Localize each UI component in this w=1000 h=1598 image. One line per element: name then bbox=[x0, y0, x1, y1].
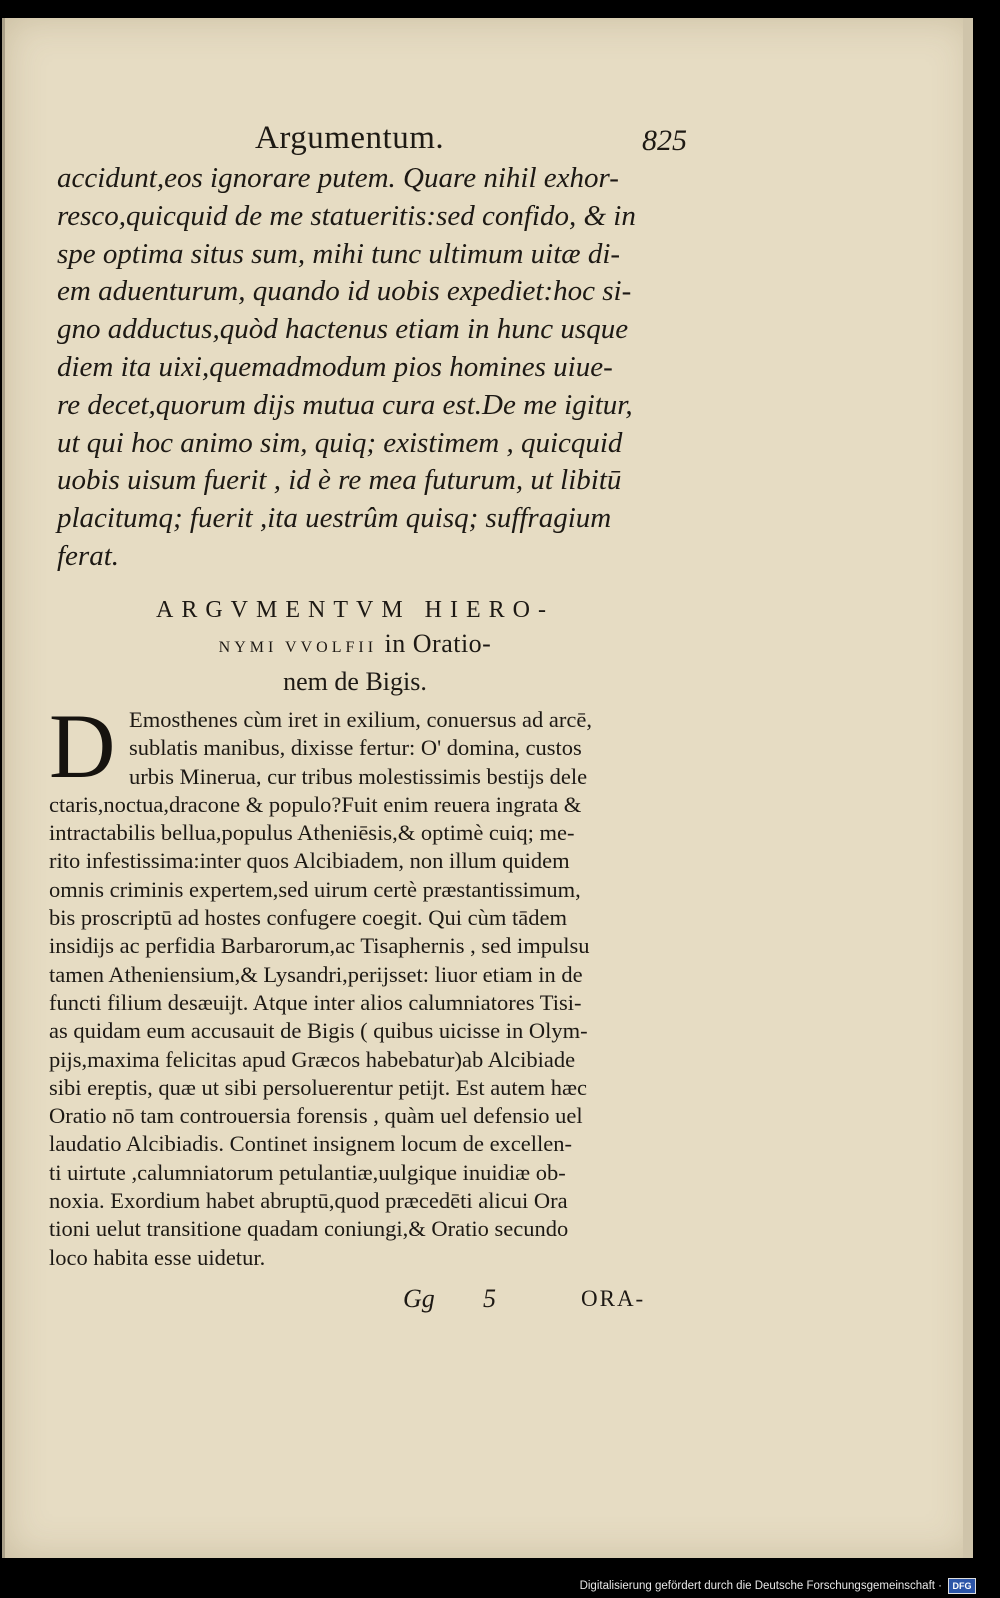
signature-mark: Gg bbox=[403, 1284, 435, 1313]
text-line: placitumq; fuerit ,ita uestrûm quisq; suffragium bbox=[57, 502, 612, 535]
heading-smallcaps: NYMI VVOLFII bbox=[218, 639, 378, 656]
text-line: ferat. bbox=[57, 539, 120, 572]
page-edge bbox=[963, 18, 973, 1558]
text-line: em aduenturum, quando id uobis expediet:hoc si- bbox=[57, 275, 632, 308]
text-line: rito infestissima:inter quos Alcibiadem, non illum quidem bbox=[49, 848, 570, 874]
text-line: tamen Atheniensium,& Lysandri,perijsset: liuor etiam in de bbox=[49, 961, 583, 987]
drop-cap-initial: D bbox=[49, 695, 116, 797]
running-title: Argumentum. bbox=[255, 120, 445, 156]
italic-paragraph bbox=[57, 160, 697, 576]
text-line: insidijs ac perfidia Barbarorum,ac Tisaphernis , sed impulsu bbox=[49, 933, 590, 959]
heading-line-3: nem de Bigis. bbox=[283, 667, 427, 696]
text-line: ti uirtute ,calumniatorum petulantiæ,uulgique inuidiæ ob- bbox=[49, 1159, 566, 1185]
book-page bbox=[2, 18, 973, 1558]
text-line: sibi ereptis, quæ ut sibi persoluerentur petijt. Est autem hæc bbox=[49, 1074, 588, 1100]
text-line: Oratio nō tam controuersia forensis , quàm uel defensio uel bbox=[49, 1103, 583, 1129]
credit-text: Digitalisierung gefördert durch die Deutsche Forschungsgemeinschaft · bbox=[579, 1580, 942, 1592]
text-line: loco habita esse uidetur. bbox=[49, 1244, 266, 1270]
text-line: spe optima situs sum, mihi tunc ultimum uitæ di- bbox=[57, 237, 621, 270]
text-line: uobis uisum fuerit , id è re mea futurum, ut libitū bbox=[57, 464, 622, 497]
text-line: tioni uelut transitione quadam coniungi,& Oratio secundo bbox=[49, 1216, 569, 1242]
text-line: ut qui hoc animo sim, quiq; existimem , quicquid bbox=[57, 426, 623, 459]
text-line: intractabilis bellua,populus Atheniēsis,& optimè cuiq; me- bbox=[49, 820, 575, 846]
text-line: pijs,maxima felicitas apud Græcos habebatur)ab Alcibiade bbox=[49, 1046, 576, 1072]
signature-number: 5 bbox=[483, 1284, 496, 1313]
argument-paragraph bbox=[49, 695, 689, 1272]
running-header bbox=[255, 120, 695, 164]
section-heading bbox=[65, 593, 645, 699]
page-number: 825 bbox=[642, 124, 687, 157]
catchline bbox=[403, 1284, 693, 1318]
text-line: re decet,quorum dijs mutua cura est.De me igitur, bbox=[57, 388, 633, 421]
text-line: gno adductus,quòd hactenus etiam in hunc usque bbox=[57, 313, 629, 346]
text-line: laudatio Alcibiadis. Continet insignem locum de excellen- bbox=[49, 1131, 573, 1157]
text-line: as quidam eum accusauit de Bigis ( quibus uicisse in Olym- bbox=[49, 1018, 588, 1044]
catchword: ORA- bbox=[581, 1286, 646, 1311]
text-line: functi filium desæuijt. Atque inter alios calumniatores Tisi- bbox=[49, 989, 582, 1015]
text-line: omnis criminis expertem,sed uirum certè præstantissimum, bbox=[49, 876, 581, 902]
text-line: diem ita uixi,quemadmodum pios homines uiue- bbox=[57, 350, 613, 383]
text-line: accidunt,eos ignorare putem. Quare nihil exhor- bbox=[57, 162, 619, 194]
text-line: sublatis manibus, dixisse fertur: O' domina, custos bbox=[129, 735, 582, 761]
text-line: bis proscriptū ad hostes confugere coegit. Qui cùm tādem bbox=[49, 905, 567, 931]
heading-line-1: ARGVMENTVM HIERO- bbox=[156, 597, 554, 623]
text-line: noxia. Exordium habet abruptū,quod præcedēti alicui Ora bbox=[49, 1188, 568, 1214]
text-line: Emosthenes cùm iret in exilium, conuersus ad arcē, bbox=[129, 707, 592, 732]
text-line: ctaris,noctua,dracone & populo?Fuit enim reuera ingrata & bbox=[49, 791, 582, 817]
text-line: urbis Minerua, cur tribus molestissimis bestijs dele bbox=[129, 763, 588, 789]
dfg-logo: DFG bbox=[948, 1578, 976, 1594]
digitization-credit bbox=[580, 1576, 976, 1596]
text-line: resco,quicquid de me statueritis:sed confido, & in bbox=[57, 199, 636, 232]
heading-line-2 bbox=[65, 627, 645, 665]
heading-line-2-rest: in Oratio- bbox=[384, 629, 492, 658]
